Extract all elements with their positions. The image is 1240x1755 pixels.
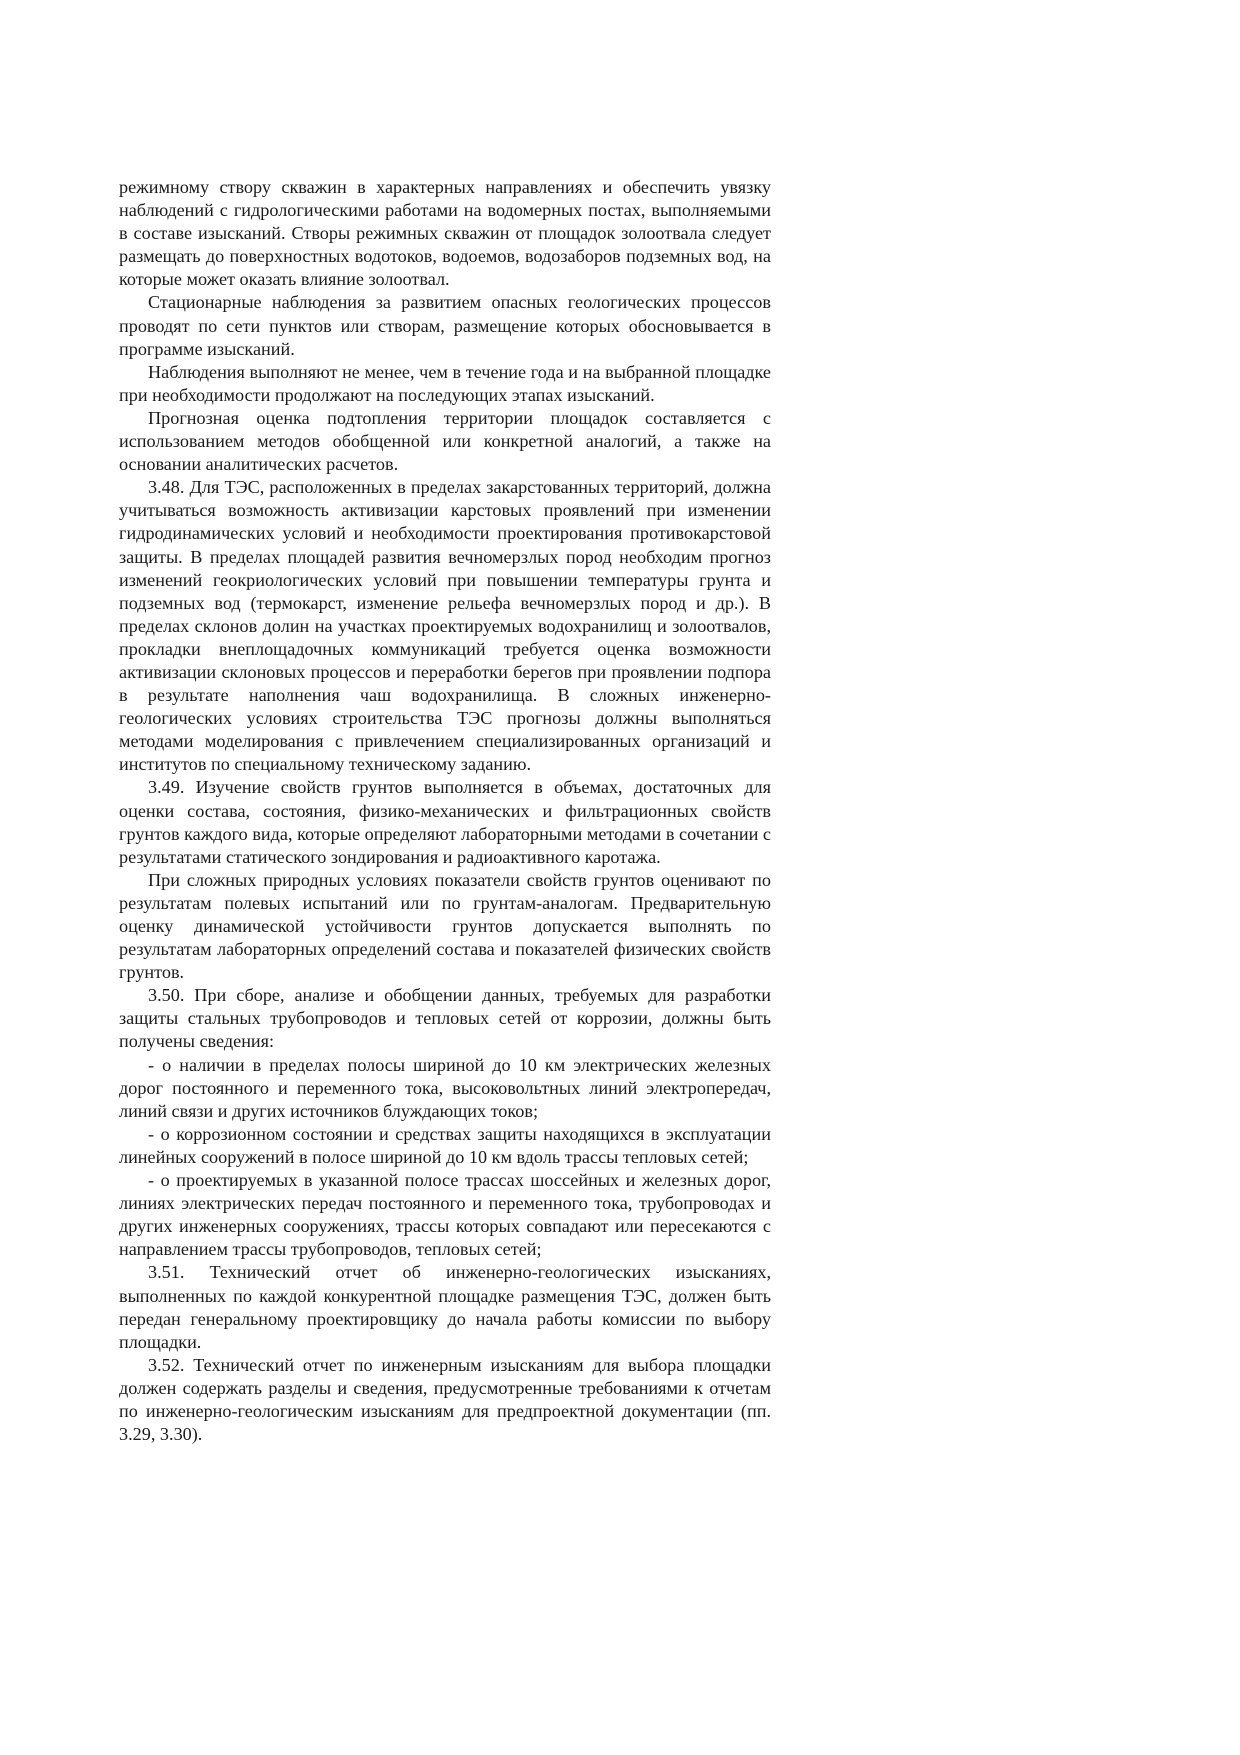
paragraph-3-49: 3.49. Изучение свойств грунтов выполняется в объемах, достаточных для оценки состава, состояния, физико-механических и фильтрационных свойств грунтов каждого вида, которые определяют лабораторными методами в сочетании с результатами статического зондирования и радиоактивного каротажа. <box>119 777 771 867</box>
list-item-planned-routes: - о проектируемых в указанной полосе трассах шоссейных и железных дорог, линиях электрических передач постоянного и переменного тока, трубопроводах и других инженерных сооружениях, трассы которых совпадают или пересекаются с направлением трассы трубопроводов, тепловых сетей; <box>119 1170 771 1260</box>
paragraph-flooding-forecast: Прогнозная оценка подтопления территории площадок составляется с использованием методов обобщенной или конкретной аналогий, а также на основании аналитических расчетов. <box>119 407 771 475</box>
paragraph-complex-conditions: При сложных природных условиях показатели свойств грунтов оценивают по результатам полевых испытаний или по грунтам-аналогам. Предварительную оценку динамической устойчивости грунтов допускается выполнять по результатам лабораторных определений состава и показателей физических свойств грунтов. <box>119 869 771 983</box>
paragraph-3-52: 3.52. Технический отчет по инженерным изысканиям для выбора площадки должен содержать разделы и сведения, предусмотренные требованиями к отчетам по инженерно-геологическим изысканиям для предпроектной документации (пп. 3.29, 3.30). <box>119 1354 771 1445</box>
paragraph-3-51: 3.51. Технический отчет об инженерно-геологических изысканиях, выполненных по каждой конкурентной площадке размещения ТЭС, должен быть передан генеральному проектировщику до начала работы комиссии по выбору площадки. <box>119 1262 771 1352</box>
paragraph-3-48: 3.48. Для ТЭС, расположенных в пределах закарстованных территорий, должна учитываться возможность активизации карстовых проявлений при изменении гидродинамических условий и необходимости проектирования противокарстовой защиты. В пределах площадей развития вечномерзлых пород необходим прогноз изменений геокриологических условий при повышении температуры грунта и подземных вод (термокарст, изменение рельефа вечномерзлых пород и др.). В пределах склонов долин на участках проектируемых водохранилищ и золоотвалов, прокладки внеплощадочных коммуникаций требуется оценка возможности активизации склоновых процессов и переработки берегов при проявлении подпора в результате наполнения чаш водохранилища. В сложных инженерно-геологических условиях строительства ТЭС прогнозы должны выполняться методами моделирования с привлечением специализированных организаций и институтов по специальному техническому заданию. <box>119 477 771 775</box>
paragraph-3-50: 3.50. При сборе, анализе и обобщении данных, требуемых для разработки защиты стальных трубопроводов и тепловых сетей от коррозии, должны быть получены сведения: <box>119 985 771 1052</box>
paragraph-observation-wells: режимному створу скважин в характерных направлениях и обеспечить увязку наблюдений с гидрологическими работами на водомерных постах, выполняемыми в составе изысканий. Створы режимных скважин от площадок золоотвала следует размещать до поверхностных водотоков, водоемов, водозаборов подземных вод, на которые может оказать влияние золоотвал. <box>119 177 771 290</box>
paragraph-observation-duration: Наблюдения выполняют не менее, чем в течение года и на выбранной площадке при необходимости продолжают на последующих этапах изысканий. <box>119 361 771 405</box>
list-item-corrosion-state: - о коррозионном состоянии и средствах защиты находящихся в эксплуатации линейных сооружений в полосе шириной до 10 км вдоль трассы тепловых сетей; <box>119 1123 771 1167</box>
document-page <box>119 176 771 1446</box>
paragraph-stationary-observations: Стационарные наблюдения за развитием опасных геологических процессов проводят по сети пунктов или створам, размещение которых обосновывается в программе изысканий. <box>119 292 771 359</box>
list-item-electric-railways: - о наличии в пределах полосы шириной до 10 км электрических железных дорог постоянного и переменного тока, высоковольтных линий электропередач, линий связи и других источников блуждающих токов; <box>119 1054 771 1121</box>
